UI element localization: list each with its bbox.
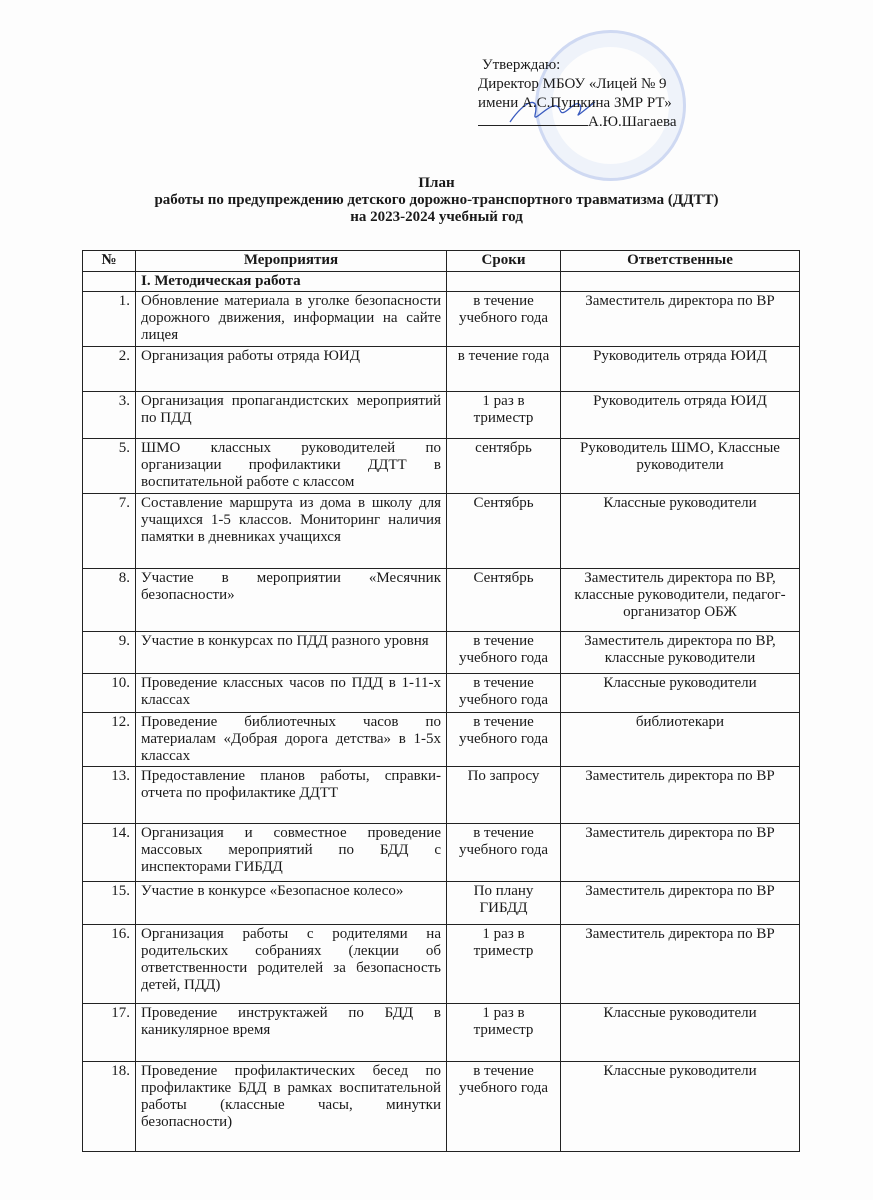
term: в течение учебного года xyxy=(447,1062,561,1152)
row-number: 9. xyxy=(83,632,136,674)
col-number: № xyxy=(83,251,136,272)
section-title: I. Методическая работа xyxy=(136,272,447,292)
term: 1 раз в триместр xyxy=(447,392,561,439)
document-title xyxy=(0,175,873,226)
event: Организация работы отряда ЮИД xyxy=(136,347,447,392)
row-number: 7. xyxy=(83,494,136,569)
responsible: Заместитель директора по ВР, классные руководители xyxy=(561,632,800,674)
term: Сентябрь xyxy=(447,569,561,632)
table-row xyxy=(83,1062,800,1152)
approval-signer: А.Ю.Шагаева xyxy=(478,113,677,132)
table-row xyxy=(83,767,800,824)
row-number: 17. xyxy=(83,1004,136,1062)
table-row xyxy=(83,347,800,392)
event: Проведение профилактических бесед по профилактике БДД в рамках воспитательной работы (классные часы, минутки безопасности) xyxy=(136,1062,447,1152)
responsible: Классные руководители xyxy=(561,1062,800,1152)
row-number: 16. xyxy=(83,925,136,1004)
term: 1 раз в триместр xyxy=(447,1004,561,1062)
table-row xyxy=(83,674,800,713)
responsible: Заместитель директора по ВР xyxy=(561,767,800,824)
event: Составление маршрута из дома в школу для учащихся 1-5 классов. Мониторинг наличия памятки в дневниках учащихся xyxy=(136,494,447,569)
term: сентябрь xyxy=(447,439,561,494)
approval-organization: имени А.С.Пушкина ЗМР РТ» xyxy=(478,95,672,111)
row-number: 1. xyxy=(83,292,136,347)
col-term: Сроки xyxy=(447,251,561,272)
event: ШМО классных руководителей по организации профилактики ДДТТ в воспитательной работе с классом xyxy=(136,439,447,494)
row-number: 12. xyxy=(83,713,136,767)
term: По плану ГИБДД xyxy=(447,882,561,925)
responsible: Заместитель директора по ВР xyxy=(561,292,800,347)
responsible: Руководитель ШМО, Классные руководители xyxy=(561,439,800,494)
responsible: Руководитель отряда ЮИД xyxy=(561,392,800,439)
event: Участие в конкурсах по ПДД разного уровня xyxy=(136,632,447,674)
col-event: Мероприятия xyxy=(136,251,447,272)
event: Проведение классных часов по ПДД в 1-11-х классах xyxy=(136,674,447,713)
responsible: Заместитель директора по ВР xyxy=(561,882,800,925)
table-row xyxy=(83,392,800,439)
col-responsible: Ответственные xyxy=(561,251,800,272)
row-number: 13. xyxy=(83,767,136,824)
table-row xyxy=(83,632,800,674)
table-row xyxy=(83,713,800,767)
row-number: 3. xyxy=(83,392,136,439)
table-header xyxy=(83,251,800,272)
term: 1 раз в триместр xyxy=(447,925,561,1004)
table-row xyxy=(83,1004,800,1062)
row-number: 5. xyxy=(83,439,136,494)
row-number: 2. xyxy=(83,347,136,392)
term: в течение года xyxy=(447,347,561,392)
event: Организация пропагандистских мероприятий по ПДД xyxy=(136,392,447,439)
title-line: работы по предупреждению детского дорожно-транспортного травматизма (ДДТТ) xyxy=(154,192,719,208)
title-line: на 2023-2024 учебный год xyxy=(350,209,523,225)
responsible: Классные руководители xyxy=(561,674,800,713)
row-number: 15. xyxy=(83,882,136,925)
row-number: 18. xyxy=(83,1062,136,1152)
term: в течение учебного года xyxy=(447,292,561,347)
approval-heading: Утверждаю: xyxy=(482,57,561,73)
term: в течение учебного года xyxy=(447,632,561,674)
row-number: 8. xyxy=(83,569,136,632)
event: Организация и совместное проведение массовых мероприятий по БДД с инспекторами ГИБДД xyxy=(136,824,447,882)
responsible: Классные руководители xyxy=(561,494,800,569)
section-row xyxy=(83,272,800,292)
table-row xyxy=(83,494,800,569)
table-row xyxy=(83,292,800,347)
approval-position: Директор МБОУ «Лицей № 9 xyxy=(478,76,667,92)
term: в течение учебного года xyxy=(447,824,561,882)
row-number: 10. xyxy=(83,674,136,713)
responsible: библиотекари xyxy=(561,713,800,767)
responsible: Заместитель директора по ВР xyxy=(561,824,800,882)
event: Участие в мероприятии «Месячник безопасности» xyxy=(136,569,447,632)
plan-table xyxy=(82,250,800,1152)
row-number: 14. xyxy=(83,824,136,882)
responsible: Заместитель директора по ВР xyxy=(561,925,800,1004)
term: По запросу xyxy=(447,767,561,824)
event: Обновление материала в уголке безопасности дорожного движения, информации на сайте лицея xyxy=(136,292,447,347)
event: Проведение библиотечных часов по материалам «Добрая дорога детства» в 1-5х классах xyxy=(136,713,447,767)
term: в течение учебного года xyxy=(447,713,561,767)
term: в течение учебного года xyxy=(447,674,561,713)
event: Проведение инструктажей по БДД в каникулярное время xyxy=(136,1004,447,1062)
responsible: Заместитель директора по ВР, классные руководители, педагог-организатор ОБЖ xyxy=(561,569,800,632)
table-row xyxy=(83,439,800,494)
title-line: План xyxy=(418,175,455,191)
responsible: Руководитель отряда ЮИД xyxy=(561,347,800,392)
table-row xyxy=(83,925,800,1004)
event: Предоставление планов работы, справки-отчета по профилактике ДДТТ xyxy=(136,767,447,824)
table-row xyxy=(83,882,800,925)
term: Сентябрь xyxy=(447,494,561,569)
event: Участие в конкурсе «Безопасное колесо» xyxy=(136,882,447,925)
responsible: Классные руководители xyxy=(561,1004,800,1062)
event: Организация работы с родителями на родительских собраниях (лекции об ответственности родителей за безопасность детей, ПДД) xyxy=(136,925,447,1004)
approval-block xyxy=(478,56,677,132)
table-row xyxy=(83,824,800,882)
table-row xyxy=(83,569,800,632)
